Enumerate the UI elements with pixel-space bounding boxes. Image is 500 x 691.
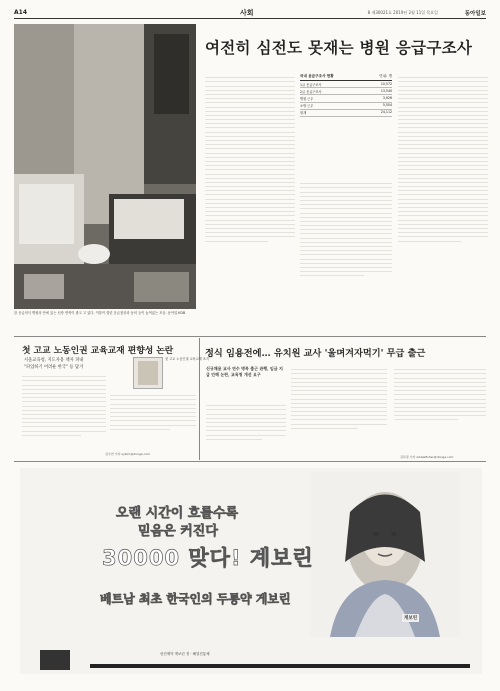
right-article-col-2 [291,366,387,458]
table-unit: 단위: 명 [379,74,392,78]
stats-table [300,74,392,117]
portrait-painting [310,472,460,637]
right-byline: 김하경 기자 whalefisher@donga.com [400,455,454,459]
ad-logo-box [40,650,70,670]
ad-sign-label: 게보린 [404,616,418,621]
left-subhead-b: "파업하기 어려운 한국" 등 담겨 [24,365,84,370]
row-label: 1급 응급구조사 [300,82,322,87]
ad-brand-line: 30000 맞다! 계보린 [102,546,314,570]
ad-slogan-1: 오랜 시간이 흐를수록 [116,506,239,521]
ad-footer-stripe [90,664,470,668]
book-cover-image [133,357,163,389]
row-value: 5,504 [382,103,392,108]
right-headline: 정식 임용전에… 유치원 교사 '울며겨자먹기' 무급 출근 [205,348,426,359]
row-label: 합계 [300,111,307,116]
row-label: 소방 근무 [300,104,314,109]
ad-footer-bar [20,644,482,674]
ad-footer-text: 삼진제약 게보린 정 · 해열진통제 [160,652,210,656]
row-value: 3,926 [382,95,392,100]
ad-divider [14,461,486,462]
table-row [300,95,392,102]
row-value: 24,112 [380,110,392,115]
book-caption: 첫 고교 노동인권 교육교재 표지 [165,357,210,361]
page-number: A14 [14,9,27,16]
row-label: 2급 응급구조사 [300,89,322,94]
advertisement [20,468,482,674]
table-row [300,103,392,110]
top-article-col-2 [300,180,392,330]
article-photo [14,24,196,309]
left-headline: 첫 고교 노동인권 교육교재 편향성 논란 [22,346,174,356]
newspaper-brand: 동아일보 [464,11,486,17]
table-row [300,110,392,117]
section-title: 사회 [240,9,254,17]
row-value: 10,572 [380,81,392,86]
right-article-col-3 [394,366,486,452]
left-byline: 김수연 기자 sykim@donga.com [105,452,150,456]
right-subhead: 신규채용 교사 연수 명목 출근 관행, 임금 지급 안해 논란, 교육청 개선 요구 [206,366,283,377]
top-headline: 여전히 심전도 못재는 병원 응급구조사 [205,38,473,57]
row-value: 13,540 [380,88,392,93]
left-subhead-a: 서울교육청, 지도자용 책자 펴내 [24,358,84,363]
left-article-col-2 [110,392,196,452]
left-article-col-1 [22,373,106,458]
page-header [14,8,486,19]
row-label: 병원 근무 [300,96,314,101]
top-article-col-3 [398,74,488,329]
photo-caption: 한 응급의식 병원의 안에 있는 신장 면적이 좁고 고 있다. 이불이 깔린 응급침상과 동의 등이 놓여있는 모습. 동아일보DB [14,311,186,315]
right-article-col-1 [206,402,286,458]
ad-slogan-2: 믿음은 커진다 [138,524,218,539]
table-row [300,81,392,88]
table-row [300,88,392,95]
section-divider [14,336,486,337]
top-article-col-1 [205,74,295,329]
ad-tagline: 베트남 최초 한국인의 두통약 게보린 [100,592,291,606]
issue-date: 8 제30021호 2019년 2월 11일 목요일 [367,10,438,15]
table-title: 국내 응급구조사 현황 단위: 명 [300,74,392,81]
